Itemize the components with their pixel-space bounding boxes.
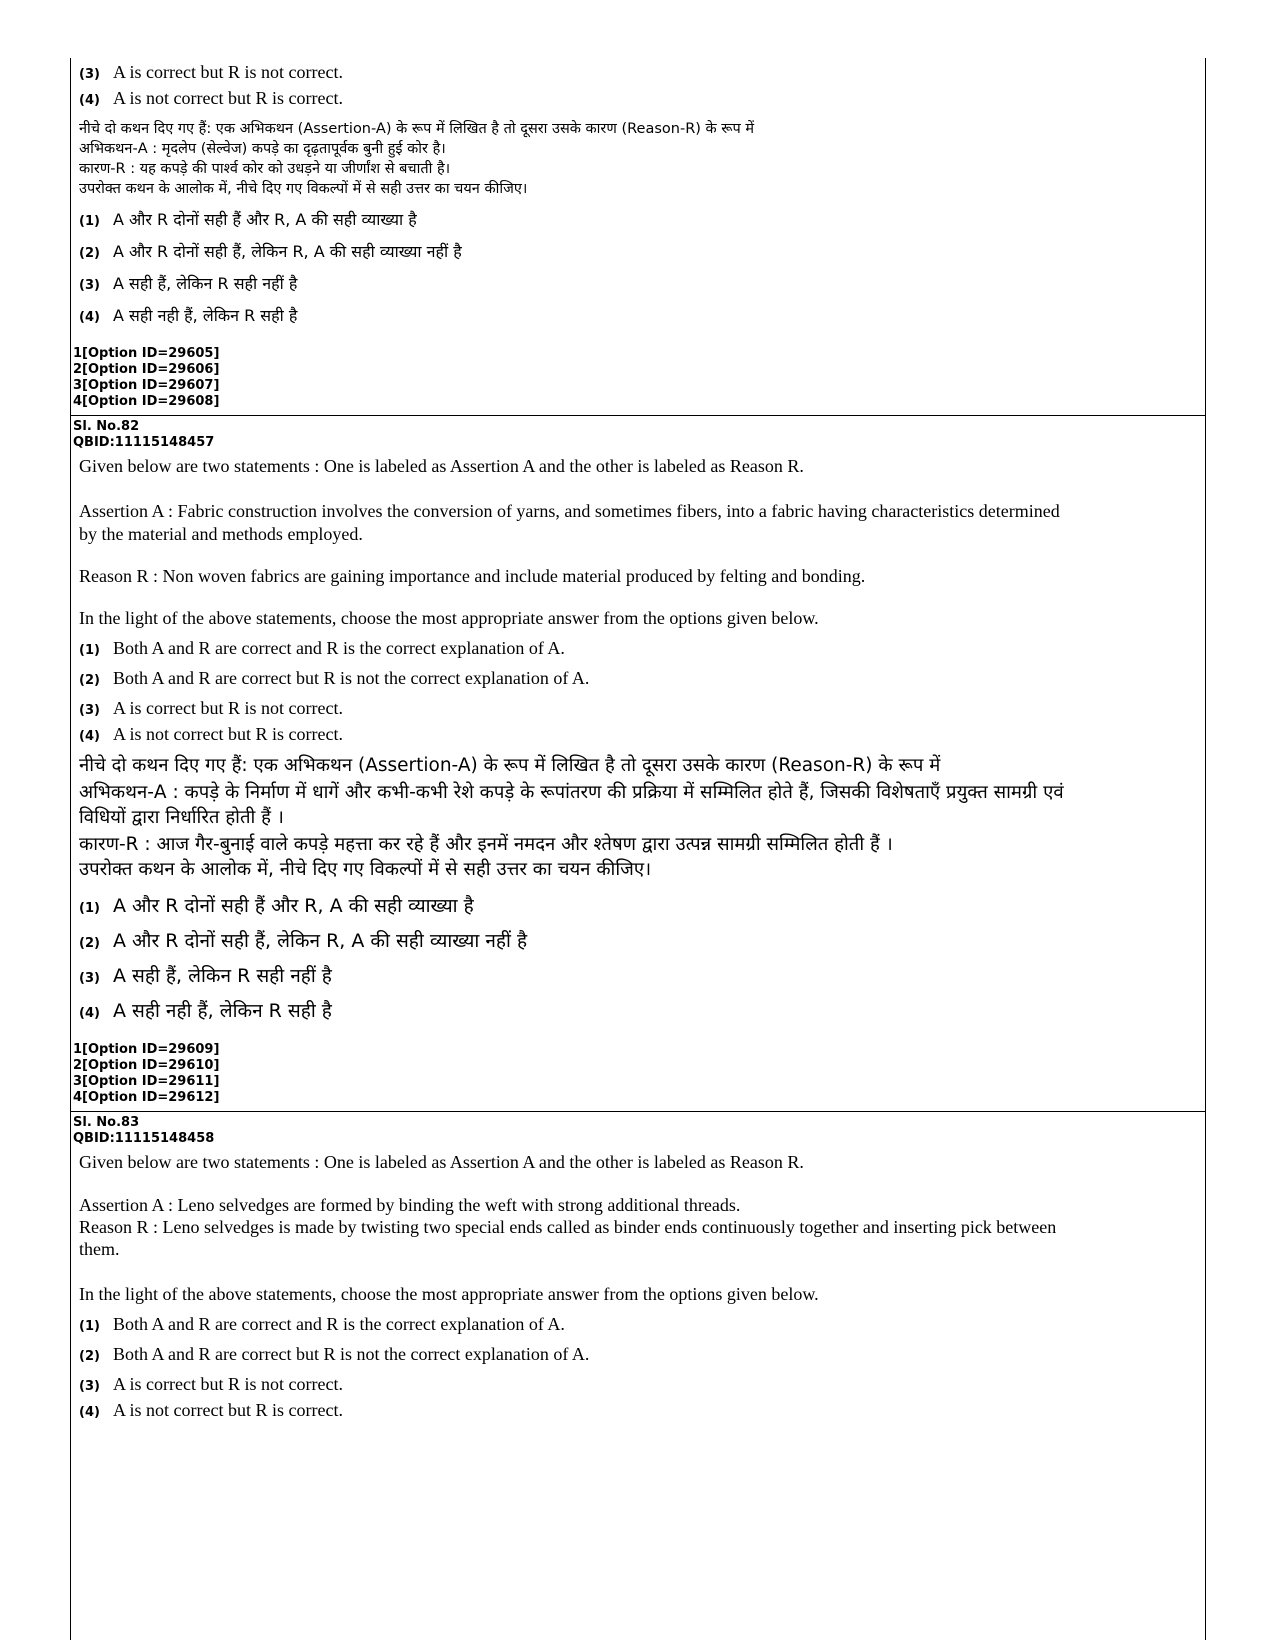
hindi-reason: कारण-R : यह कपड़े की पार्श्व कोर को उधड़ने या जीर्णांश से बचाती है। [79, 161, 451, 177]
hindi-assertion-2: विधियों द्वारा निर्धारित होती हैं । [79, 807, 284, 828]
option-en-2: (2) Both A and R are correct but R is not the correct explanation of A. [79, 1344, 590, 1364]
question-divider [70, 1111, 1206, 1112]
option-hi-1: (1) A और R दोनों सही हैं और R, A की सही व्याख्या है [79, 895, 474, 917]
instruction-line: In the light of the above statements, choose the most appropriate answer from the options given below. [79, 608, 819, 628]
option-hi-3: (3) A सही हैं, लेकिन R सही नहीं है [79, 965, 332, 987]
question-page [70, 58, 1206, 1640]
option-en-1: (1) Both A and R are correct and R is the correct explanation of A. [79, 638, 565, 658]
option-en-2: (2) Both A and R are correct but R is not the correct explanation of A. [79, 668, 590, 688]
option-hi-2: (2) A और R दोनों सही हैं, लेकिन R, A की सही व्याख्या नहीं है [79, 242, 462, 261]
hindi-assertion: अभिकथन-A : मृदलेप (सेल्वेज) कपड़े का दृढ़तापूर्वक बुनी हुई कोर है। [79, 141, 446, 157]
option-en-3: (3) A is correct but R is not correct. [79, 1374, 343, 1394]
option-hi-3: (3) A सही हैं, लेकिन R सही नहीं है [79, 274, 298, 293]
option-en-4: (4) A is not correct but R is correct. [79, 88, 343, 108]
option-en-3: (3) A is correct but R is not correct. [79, 62, 343, 82]
option-en-1: (1) Both A and R are correct and R is the correct explanation of A. [79, 1314, 565, 1334]
option-ids: 1[Option ID=29605] 2[Option ID=29606] 3[Option ID=29607] 4[Option ID=29608] [73, 346, 220, 409]
question-intro: Given below are two statements : One is labeled as Assertion A and the other is labeled as Reason R. [79, 1152, 804, 1172]
hindi-assertion-1: अभिकथन-A : कपड़े के निर्माण में धागें और कभी-कभी रेशे कपड़े के रूपांतरण की प्रक्रिया में सम्मिलित होते हैं, जिसकी विशेषताएँ प्रयुक्त सामग्री एवं [79, 782, 1064, 803]
hindi-reason: कारण-R : आज गैर-बुनाई वाले कपड़े महत्ता कर रहे हैं और इनमें नमदन और श्तेषण द्वारा उत्पन्न सामग्री सम्मिलित होती हैं । [79, 834, 893, 855]
option-en-4: (4) A is not correct but R is correct. [79, 724, 343, 744]
question-intro: Given below are two statements : One is labeled as Assertion A and the other is labeled as Reason R. [79, 456, 804, 476]
hindi-intro: नीचे दो कथन दिए गए हैं: एक अभिकथन (Assertion-A) के रूप में लिखित है तो दूसरा उसके कारण (Reason-R) के रूप में [79, 755, 941, 776]
reason-line-1: Reason R : Leno selvedges is made by twisting two special ends called as binder ends continuously together and inserting pick between [79, 1217, 1057, 1237]
reason-line: Reason R : Non woven fabrics are gaining importance and include material produced by felting and bonding. [79, 566, 866, 586]
option-ids: 1[Option ID=29609] 2[Option ID=29610] 3[Option ID=29611] 4[Option ID=29612] [73, 1042, 220, 1105]
assertion-line: Assertion A : Leno selvedges are formed by binding the weft with strong additional threads. [79, 1195, 741, 1215]
hindi-instruction: उपरोक्त कथन के आलोक में, नीचे दिए गए विकल्पों में से सही उत्तर का चयन कीजिए। [79, 859, 652, 880]
question-header: Sl. No.83 QBID:11115148458 [73, 1115, 215, 1146]
option-hi-4: (4) A सही नही हैं, लेकिन R सही है [79, 1000, 332, 1022]
option-hi-4: (4) A सही नही हैं, लेकिन R सही है [79, 306, 298, 325]
hindi-intro: नीचे दो कथन दिए गए हैं: एक अभिकथन (Assertion-A) के रूप में लिखित है तो दूसरा उसके कारण (Reason-R) के रूप में [79, 121, 755, 137]
option-hi-1: (1) A और R दोनों सही हैं और R, A की सही व्याख्या है [79, 210, 417, 229]
question-divider [70, 415, 1206, 416]
assertion-line-1: Assertion A : Fabric construction involves the conversion of yarns, and sometimes fibers, into a fabric having characteristics determined [79, 501, 1060, 521]
option-en-3: (3) A is correct but R is not correct. [79, 698, 343, 718]
option-en-4: (4) A is not correct but R is correct. [79, 1400, 343, 1420]
reason-line-2: them. [79, 1239, 120, 1259]
hindi-instruction: उपरोक्त कथन के आलोक में, नीचे दिए गए विकल्पों में से सही उत्तर का चयन कीजिए। [79, 181, 528, 197]
option-hi-2: (2) A और R दोनों सही हैं, लेकिन R, A की सही व्याख्या नहीं है [79, 930, 528, 952]
instruction-line: In the light of the above statements, choose the most appropriate answer from the options given below. [79, 1284, 819, 1304]
assertion-line-2: by the material and methods employed. [79, 524, 363, 544]
question-header: Sl. No.82 QBID:11115148457 [73, 419, 215, 450]
